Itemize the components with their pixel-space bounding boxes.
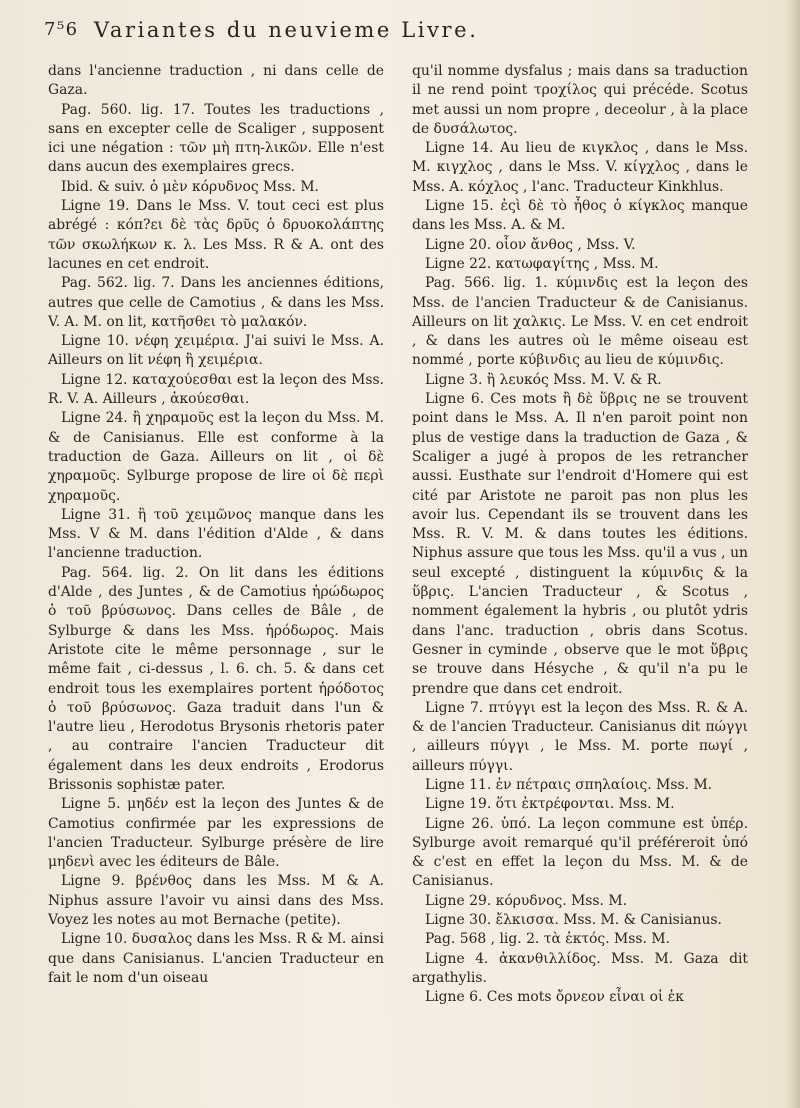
page-edge-shadow [786, 0, 800, 1108]
note-paragraph: Ligne 15. ἐςὶ δὲ τὸ ἦθος ὁ κίγκλος manque dans les Mss. A. & M. [412, 198, 748, 234]
note-paragraph: Ligne 10. δυσαλος dans les Mss. R & M. ainsi que dans Canisianus. L'ancien Traducteur en fait le nom d'un oiseau [48, 931, 384, 986]
note-paragraph: Ligne 24. ἢ χηραμοῦς est la leçon du Mss. M. & de Canisianus. Elle est conforme à la traduction de Gaza. Ailleurs on lit , οἱ δὲ χηραμοῦς. Sylburge propose de lire οἱ δὲ περὶ χηραμοῦς. [48, 410, 384, 504]
note-paragraph: Ligne 19. Dans le Mss. V. tout ceci est plus abrégé : κόπ?ει δὲ τὰς δρῦς ὁ δρυοκολάπτης τῶν σκωλήκων κ. λ. Les Mss. R & A. ont des lacunes en cet endroit. [48, 198, 384, 272]
note-paragraph: Ligne 19. ὅτι ἐκτρέφονται. Mss. M. [425, 796, 675, 813]
note-paragraph: Ligne 14. Au lieu de κιγκλος , dans le Mss. M. κιγχλος , dans le Mss. V. κίγχλος , dans le Mss. A. κόχλος , l'anc. Traducteur Kinkhlus. [412, 140, 748, 195]
note-paragraph: Ligne 29. κόρυδνος. Mss. M. [425, 892, 628, 909]
note-paragraph: Pag. 564. lig. 2. On lit dans les éditions d'Alde , des Juntes , & de Camotius ἡρώδωρος ὁ τοῦ βρύσωνος. Dans celles de Bâle , de Sylburge & dans les Mss. ἡρόδωρος. Mais Aristote cite le même personnage , sur le même fait , ci-dessus , l. 6. ch. 5. & dans cet endroit tous les exemplaires portent ἡρόδοτος ὁ τοῦ βρύσωνος. Gaza traduit dans l'un & l'autre lieu , Herodotus Brysonis rhetoris pater , au contraire l'ancien Traducteur dit également dans les deux endroits , Erodorus Brissonis sophistæ pater. [48, 564, 384, 793]
note-paragraph: Ligne 30. ἔλκισσα. Mss. M. & Canisianus. [425, 912, 722, 929]
page-header [40, 18, 760, 46]
right-column [412, 62, 748, 1008]
note-paragraph: Pag. 560. lig. 17. Toutes les traductions , sans en excepter celle de Scaliger , supposent ici une négation : τῶν μὴ πτη-λικῶν. Elle n'est dans aucun des exemplaires grecs. [48, 101, 384, 176]
note-paragraph: Ligne 5. μηδέν est la leçon des Juntes & de Camotius confirmée par les expressions de l'ancien Traducteur. Sylburge présère de lire μηδενὶ avec les éditeurs de Bâle. [48, 796, 384, 871]
note-paragraph: Ligne 4. ἀκανθιλλίδος. Mss. M. Gaza dit argathylis. [412, 950, 748, 986]
note-paragraph: dans l'ancienne traduction , ni dans celle de Gaza. [48, 63, 384, 99]
note-paragraph: Ligne 20. οἷον ἄνθος , Mss. V. [425, 236, 636, 253]
page-number: 7⁵6 [44, 19, 79, 40]
note-paragraph: Ibid. & suiv. ὁ μὲν κόρυδνος Mss. M. [61, 178, 319, 195]
note-paragraph: Ligne 26. ὑπό. La leçon commune est ὑπέρ. Sylburge avoit remarqué qu'il préféreroit ὑπό & c'est en effet la leçon du Mss. M. & de Canisianus. [412, 815, 748, 890]
note-paragraph: Ligne 10. νέφη χειμέρια. J'ai suivi le Mss. A. Ailleurs on lit νέφη ἢ χειμέρια. [48, 333, 384, 369]
note-paragraph: Ligne 9. βρένθος dans les Mss. M & A. Niphus assure l'avoir vu ainsi dans des Mss. Voyez les notes au mot Bernache (petite). [48, 873, 384, 929]
left-column [48, 62, 384, 988]
note-paragraph: Ligne 11. ἐν πέτραις σπηλαίοις. Mss. M. [425, 776, 713, 793]
running-title: Variantes du neuvieme Livre. [94, 18, 479, 42]
note-paragraph: Pag. 568 , lig. 2. τὰ ἐκτός. Mss. M. [425, 931, 670, 948]
note-paragraph: Pag. 566. lig. 1. κύμινδις est la leçon des Mss. de l'ancien Traducteur & de Canisianus. Ailleurs on lit χαλκις. Le Mss. V. en cet endroit , & dans les autres où le même oiseau est nommé , porte κύβινδις au lieu de κύμινδις. [412, 275, 748, 369]
note-paragraph: Ligne 12. καταχούεσθαι est la leçon des Mss. R. V. A. Ailleurs , ἀκούεσθαι. [48, 371, 384, 408]
note-paragraph: qu'il nomme dysfalus ; mais dans sa traduction il ne rend point τροχίλος qui précéde. Scotus met aussi un nom propre , deceolur , à la place de δυσάλωτος. [412, 63, 748, 137]
note-paragraph: Ligne 22. κατωφαγίτης , Mss. M. [425, 255, 659, 272]
note-paragraph: Ligne 6. Ces mots ὄρνεον εἶναι οἱ ἐκ [425, 989, 684, 1006]
note-paragraph: Ligne 6. Ces mots ἢ δὲ ὕβρις ne se trouvent point dans le Mss. A. Il n'en paroit point non plus de vestige dans la traduction de Gaza , & Scaliger a jugé à propos de les retrancher aussi. Eusthate sur l'endroit d'Homere qui est cité par Aristote ne paroit pas non plus les avoir lus. Cependant ils se trouvent dans les Mss. R. V. M. & dans toutes les éditions. Niphus assure que tous les Mss. qu'il a vus , un seul excepté , distinguent la κύμινδις & la ὕβρις. L'ancien Traducteur , & Scotus , nomment également la hybris , ou plutôt ydris dans l'anc. traduction , obris dans Scotus. Gesner in cyminde , observe que le mot ὕβρις se trouve dans Hésyche , & qu'il n'a pu le prendre que dans cet endroit. [412, 391, 748, 697]
note-paragraph: Ligne 3. ἢ λευκός Mss. M. V. & R. [425, 371, 662, 388]
note-paragraph: Pag. 562. lig. 7. Dans les anciennes éditions, autres que celle de Camotius , & dans les Mss. V. A. M. on lit, κατῆσθει τὸ μαλακόν. [48, 275, 384, 330]
note-paragraph: Ligne 31. ἢ τοῦ χειμῶνος manque dans les Mss. V & M. dans l'édition d'Alde , & dans l'ancienne traduction. [48, 506, 384, 562]
note-paragraph: Ligne 7. πτύγγι est la leçon des Mss. R. & A. & de l'ancien Traducteur. Canisianus dit πώγγι , ailleurs πύγγι , le Mss. M. porte πωγί , ailleurs πύγγι. [412, 699, 748, 774]
